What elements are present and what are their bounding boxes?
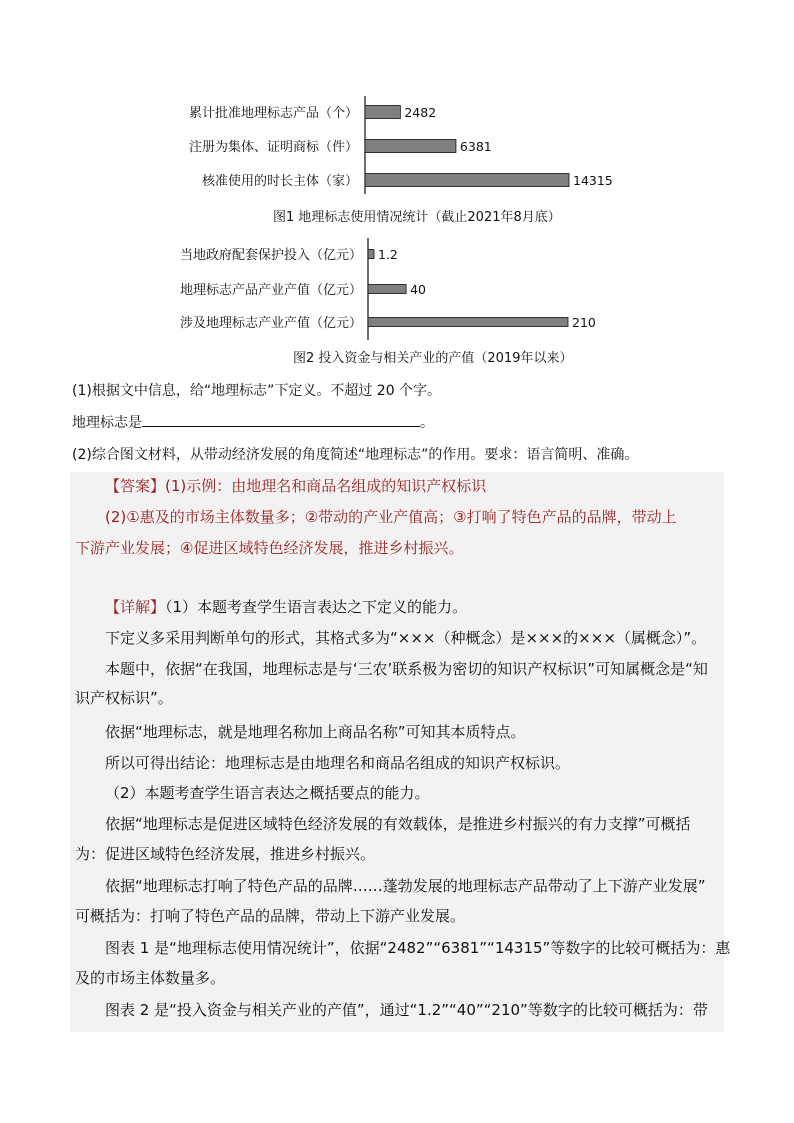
- answer-block: [70, 472, 731, 1032]
- explain-line-13: 图表 2 是“投入资金与相关产业的产值”，通过“1.2”“40”“210”等数字的比较可概括为：带: [105, 1001, 708, 1019]
- answer-2-line-2: 下游产业发展；④促进区域特色经济发展，推进乡村振兴。: [75, 539, 464, 557]
- c2-category-label: 地理标志产品产业产值（亿元）: [179, 283, 362, 298]
- chart1-title: 图1 地理标志使用情况统计（截止2021年8月底）: [273, 210, 561, 225]
- c2-value-label: 1.2: [378, 247, 398, 262]
- answer-blank[interactable]: [142, 414, 420, 427]
- explain-line-0: 【详解】（1）本题考查学生语言表达之下定义的能力。: [105, 598, 468, 616]
- explain-line-9: 依据“地理标志打响了特色产品的品牌……蓬勃发展的地理标志产品带动了上下游产业发展”: [105, 877, 706, 895]
- explain-tag: 【详解】: [105, 598, 166, 616]
- c1-category-label: 注册为集体、证明商标（件）: [188, 140, 358, 155]
- chart-1: [0, 88, 794, 200]
- c2-bar: [368, 250, 374, 259]
- c2-bar: [368, 285, 406, 294]
- c1-bar: [365, 174, 569, 187]
- fill-prefix: 地理标志是: [72, 415, 142, 431]
- answer-tag: 【答案】: [105, 477, 166, 495]
- c2-value-label: 210: [572, 315, 596, 330]
- c1-bar: [365, 140, 456, 153]
- explain-line-5: 所以可得出结论：地理标志是由地理名和商品名组成的知识产权标识。: [105, 754, 571, 772]
- chart2-title: 图2 投入资金与相关产业的产值（2019年以来）: [293, 351, 573, 366]
- explain-line-2: 本题中，依据“在我国，地理标志是与‘三农’联系极为密切的知识产权标识”可知属概念是“知: [105, 660, 708, 678]
- answer-1: (1)示例：由地理名和商品名组成的知识产权标识: [165, 477, 487, 495]
- explain-line-12: 及的市场主体数量多。: [75, 969, 226, 987]
- question-2: (2)综合图文材料，从带动经济发展的角度简述“地理标志”的作用。要求：语言简明、准确。: [72, 447, 639, 463]
- c1-category-label: 累计批准地理标志产品（个）: [188, 106, 358, 121]
- c1-bar: [365, 106, 400, 119]
- c1-category-label: 核准使用的时长主体（家）: [201, 174, 358, 189]
- explain-line-7: 依据“地理标志是促进区域特色经济发展的有效载体，是推进乡村振兴的有力支撑”可概括: [105, 815, 691, 833]
- chart-2: [0, 236, 794, 344]
- question-1: (1)根据文中信息，给“地理标志”下定义。不超过 20 个字。: [72, 383, 442, 399]
- c1-value-label: 2482: [404, 105, 437, 120]
- explain-line-1: 下定义多采用判断单句的形式，其格式多为“×××（种概念）是×××的×××（属概念）”。: [105, 629, 707, 647]
- question-1-fill: [72, 412, 434, 432]
- c2-category-label: 涉及地理标志产业产值（亿元）: [179, 316, 362, 331]
- answer-2-line-1: (2)①惠及的市场主体数量多；②带动的产业产值高；③打响了特色产品的品牌，带动上: [105, 508, 677, 526]
- explain-line-3: 识产权标识”。: [75, 689, 173, 707]
- explain-line-4: 依据“地理标志，就是地理名称加上商品名称”可知其本质特点。: [105, 723, 526, 741]
- c1-value-label: 14315: [573, 173, 613, 188]
- explain-line-10: 可概括为：打响了特色产品的品牌，带动上下游产业发展。: [75, 907, 466, 925]
- c2-category-label: 当地政府配套保护投入（亿元）: [179, 248, 362, 263]
- explain-line-8: 为：促进区域特色经济发展，推进乡村振兴。: [75, 845, 376, 863]
- c2-bar: [368, 318, 568, 327]
- explain-line-6: （2）本题考查学生语言表达之概括要点的能力。: [105, 784, 430, 802]
- c1-value-label: 6381: [459, 139, 492, 154]
- explain-line-11: 图表 1 是“地理标志使用情况统计”，依据“2482”“6381”“14315”等数字的比较可概括为：惠: [105, 939, 731, 957]
- c2-value-label: 40: [410, 282, 427, 297]
- fill-suffix: 。: [420, 415, 434, 431]
- answer-line-1: [105, 476, 486, 496]
